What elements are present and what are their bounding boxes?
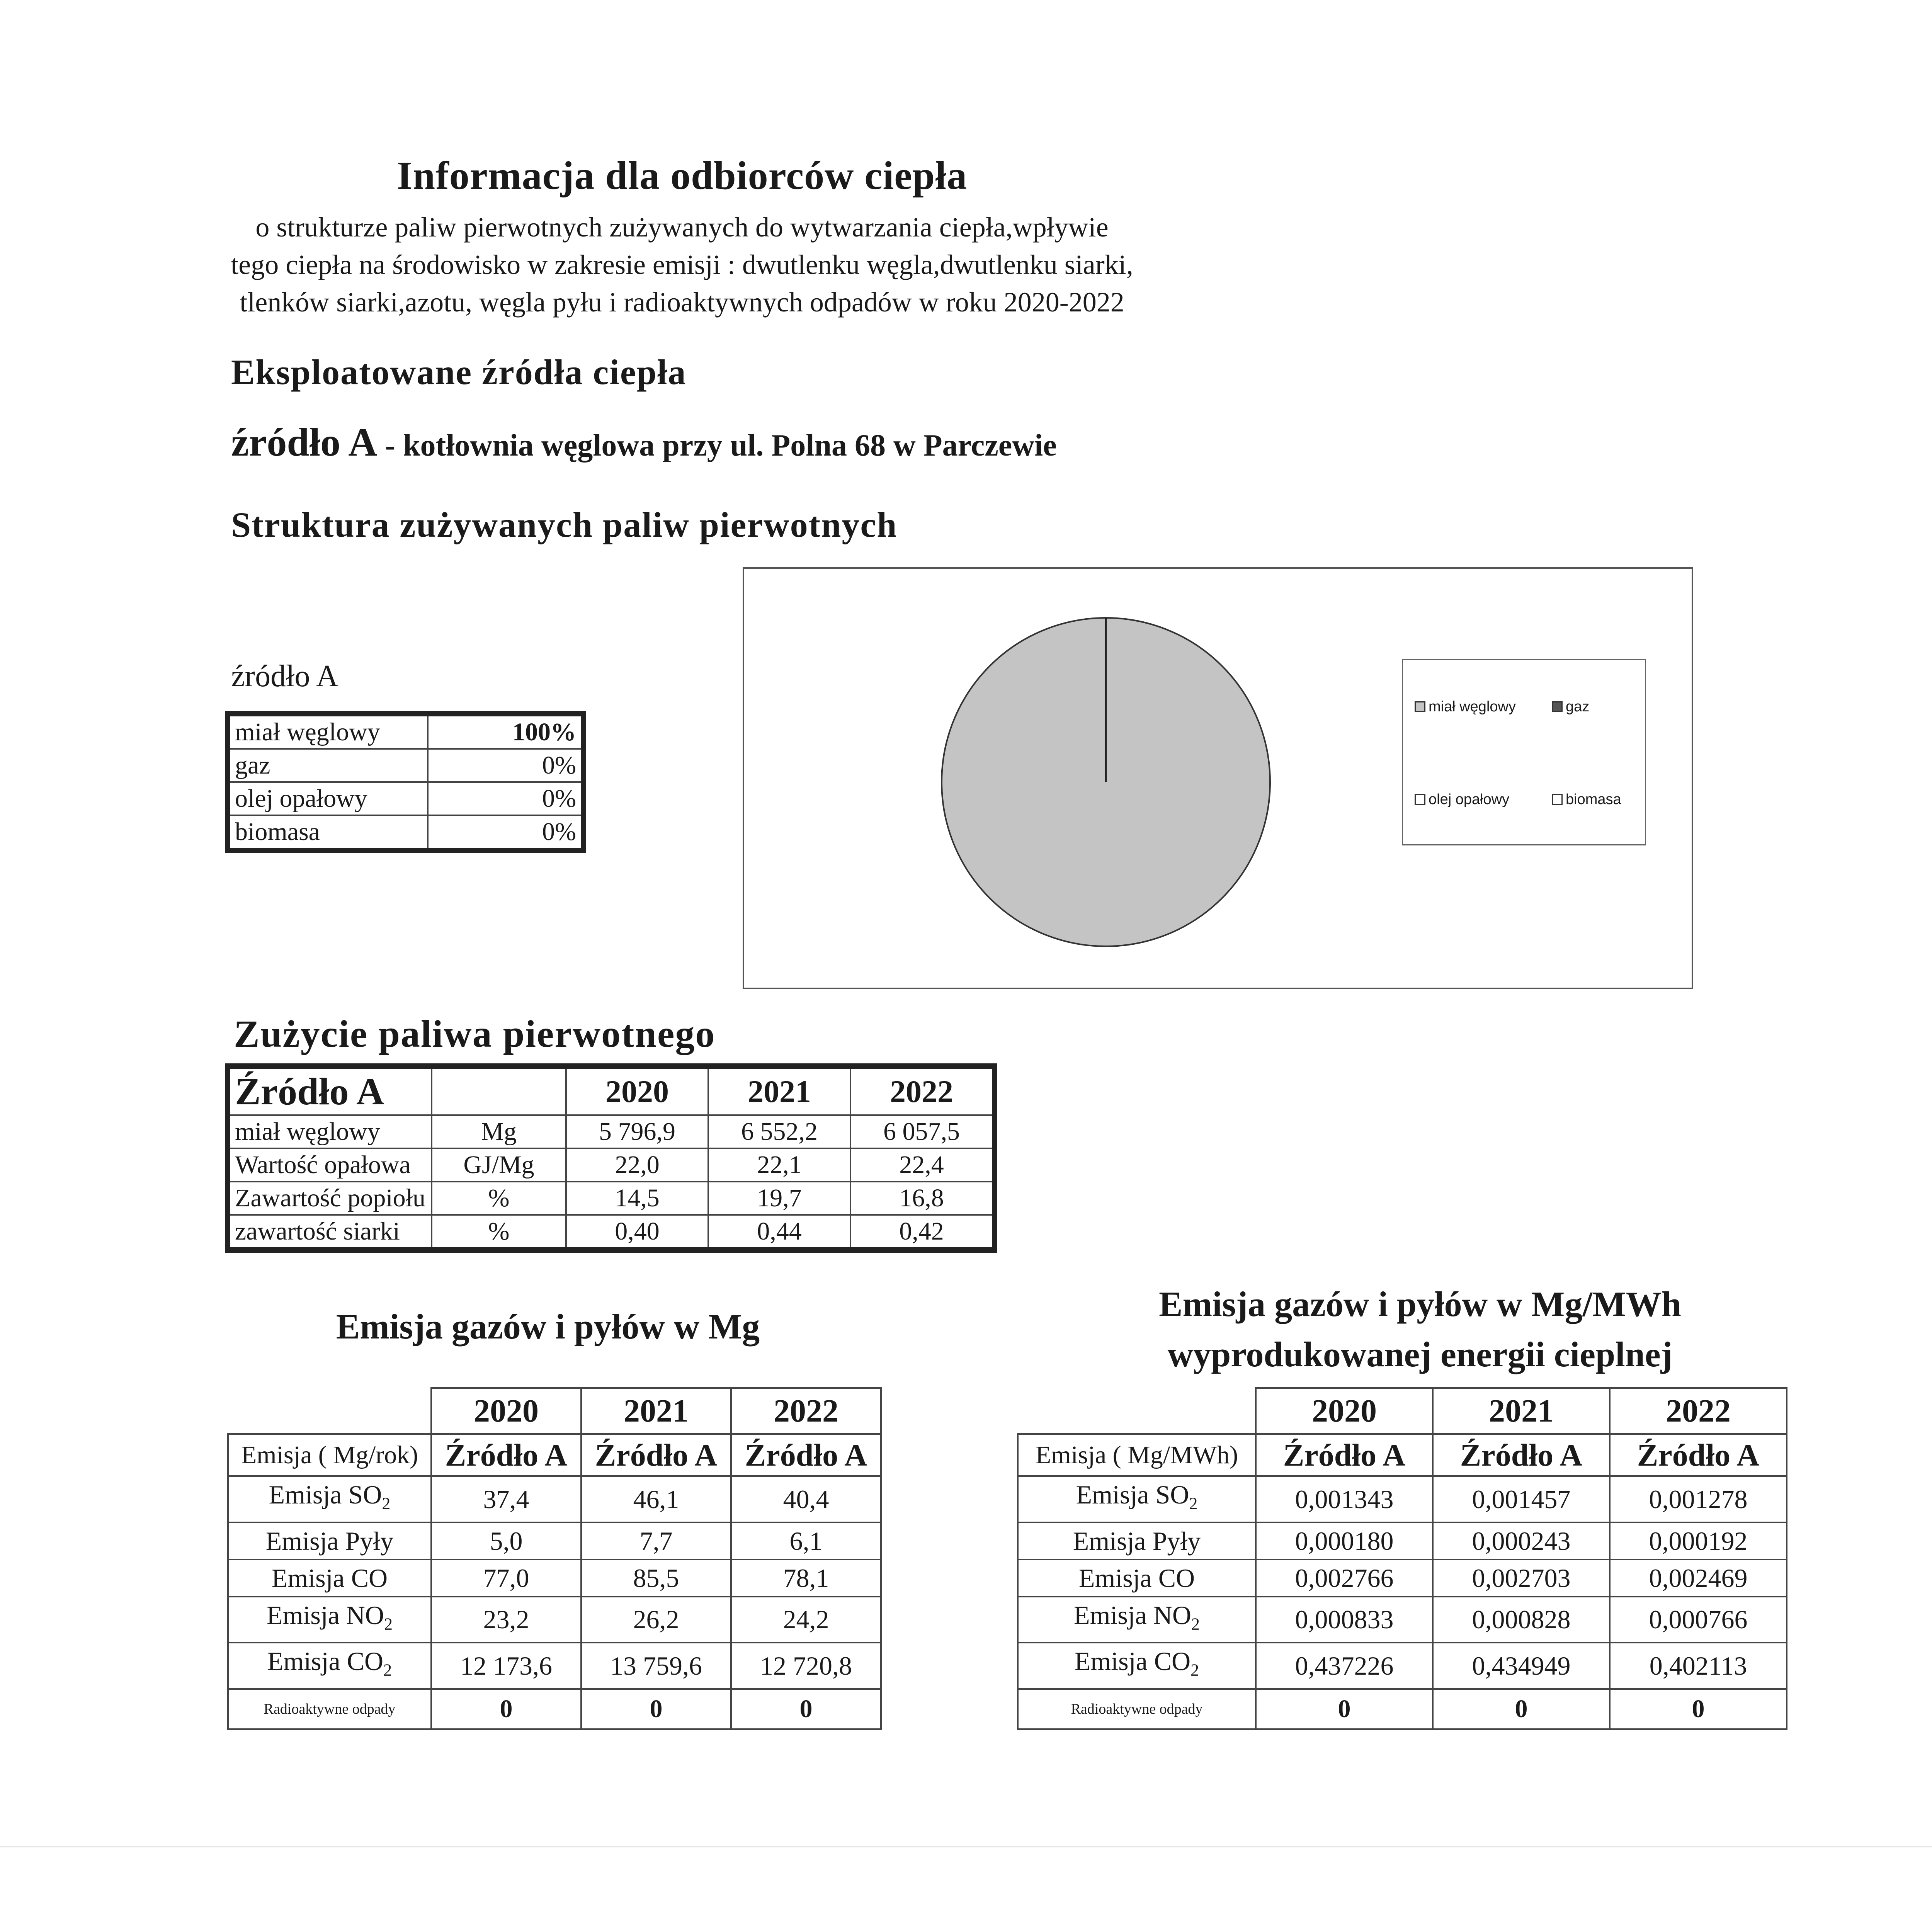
emission-label: Emisja SO [1076, 1480, 1189, 1509]
legend-label: miał węglowy [1429, 699, 1516, 715]
value-cell: 16,8 [850, 1182, 995, 1215]
table-row [1018, 1643, 1787, 1689]
value-cell: 0,40 [566, 1215, 708, 1250]
table-row [228, 1689, 881, 1729]
emissions-mg-heading: Emisja gazów i pyłów w Mg [336, 1307, 760, 1346]
emission-label: Emisja NO [266, 1600, 384, 1630]
year-header: 2022 [1610, 1388, 1787, 1434]
emission-name [1018, 1689, 1256, 1729]
fuel-share-value: 0% [428, 782, 583, 815]
table-row [228, 1182, 995, 1215]
value-cell: 0,001343 [1256, 1476, 1433, 1522]
value-cell: 23,2 [431, 1597, 581, 1643]
emission-subscript: 2 [1190, 1660, 1199, 1680]
source-header: Źródło A [431, 1434, 581, 1476]
value-cell: 0 [581, 1689, 731, 1729]
emission-label: Emisja CO [1074, 1646, 1191, 1676]
emissions-mwh-heading-line-1: Emisja gazów i pyłów w Mg/MWh [1159, 1284, 1681, 1324]
emissions-mwh-heading [1020, 1279, 1820, 1379]
emission-label: Emisja Pyły [265, 1526, 394, 1556]
fuel-name: olej opałowy [228, 782, 428, 815]
emission-name [228, 1476, 431, 1522]
value-cell: 6 057,5 [850, 1115, 995, 1148]
emission-label: Emisja SO [269, 1480, 382, 1509]
table-row [228, 1643, 881, 1689]
fuel-structure-source-label: źródło A [231, 659, 338, 693]
table-row [228, 1522, 881, 1560]
intro-line-3: tlenków siarki,azotu, węgla pyłu i radioaktywnych odpadów w roku 2020-2022 [240, 287, 1124, 318]
value-cell: 13 759,6 [581, 1643, 731, 1689]
consumption-unit-header [432, 1066, 566, 1115]
legend-label: olej opałowy [1429, 791, 1510, 808]
value-cell: 26,2 [581, 1597, 731, 1643]
emission-label: Emisja CO [271, 1563, 388, 1593]
value-cell: 0,44 [708, 1215, 850, 1250]
row-label: miał węglowy [228, 1115, 432, 1148]
document-title: Informacja dla odbiorców ciepła [396, 153, 968, 198]
legend-label: biomasa [1566, 791, 1621, 808]
value-cell: 37,4 [431, 1476, 581, 1522]
table-row [228, 1476, 881, 1522]
value-cell: 5,0 [431, 1522, 581, 1560]
chart-legend [1402, 659, 1646, 845]
value-cell: 0,000192 [1610, 1522, 1787, 1560]
value-cell: 7,7 [581, 1522, 731, 1560]
value-cell: 19,7 [708, 1182, 850, 1215]
source-a-line [231, 419, 1057, 465]
emission-label: Emisja NO [1073, 1600, 1192, 1630]
intro-line-1: o strukturze paliw pierwotnych zużywanych do wytwarzania ciepła,wpływie [255, 212, 1109, 243]
emission-name [1018, 1560, 1256, 1597]
sources-heading: Eksploatowane źródła ciepła [231, 352, 687, 392]
value-cell: 0 [431, 1689, 581, 1729]
value-cell: 14,5 [566, 1182, 708, 1215]
consumption-table [225, 1063, 997, 1253]
value-cell: 0,000833 [1256, 1597, 1433, 1643]
table-row [1018, 1597, 1787, 1643]
value-cell: 0 [1433, 1689, 1610, 1729]
value-cell: 0,001457 [1433, 1476, 1610, 1522]
emission-label: Emisja CO [267, 1646, 384, 1676]
emission-label: Emisja Pyły [1073, 1526, 1201, 1556]
year-header: 2021 [581, 1388, 731, 1434]
value-cell: 0,001278 [1610, 1476, 1787, 1522]
value-cell: 0 [1256, 1689, 1433, 1729]
source-header: Źródło A [1610, 1434, 1787, 1476]
table-row [1018, 1689, 1787, 1729]
year-header: 2022 [731, 1388, 881, 1434]
value-cell: 40,4 [731, 1476, 881, 1522]
value-cell: 0,42 [850, 1215, 995, 1250]
value-cell: 0,002703 [1433, 1560, 1610, 1597]
table-subheader-row [1018, 1434, 1787, 1476]
value-cell: 0,002766 [1256, 1560, 1433, 1597]
legend-item [1415, 791, 1509, 808]
fuel-name: miał węglowy [228, 714, 428, 749]
emissions-mwh-heading-line-2: wyprodukowanej energii cieplnej [1167, 1335, 1673, 1374]
value-cell: 0 [731, 1689, 881, 1729]
value-cell: 0,402113 [1610, 1643, 1787, 1689]
table-row [228, 782, 583, 815]
row-header-label: Emisja ( Mg/MWh) [1018, 1434, 1256, 1476]
emission-label: Radioaktywne odpady [264, 1701, 396, 1717]
emissions-mg-table [227, 1387, 882, 1730]
table-row [228, 1597, 881, 1643]
value-cell: 0,434949 [1433, 1643, 1610, 1689]
value-cell: 22,0 [566, 1148, 708, 1182]
table-header-row [228, 1066, 995, 1115]
table-row [1018, 1560, 1787, 1597]
value-cell: 0,000243 [1433, 1522, 1610, 1560]
year-header: 2021 [708, 1066, 850, 1115]
year-header: 2020 [1256, 1388, 1433, 1434]
source-header: Źródło A [1256, 1434, 1433, 1476]
table-row [228, 815, 583, 850]
row-header-label: Emisja ( Mg/rok) [228, 1434, 431, 1476]
pie-chart-area [743, 567, 1693, 989]
row-label: zawartość siarki [228, 1215, 432, 1250]
page-divider [0, 1846, 1932, 1847]
legend-swatch [1552, 701, 1563, 712]
emission-name [228, 1597, 431, 1643]
emission-name [228, 1689, 431, 1729]
value-cell: 0 [1610, 1689, 1787, 1729]
legend-swatch [1552, 794, 1563, 805]
table-row [228, 1148, 995, 1182]
unit-cell: Mg [432, 1115, 566, 1148]
emission-subscript: 2 [384, 1614, 393, 1634]
emission-subscript: 2 [1191, 1614, 1200, 1634]
source-a-description: - kotłownia węglowa przy ul. Polna 68 w Parczewie [377, 429, 1057, 463]
blank-cell [228, 1388, 431, 1434]
emission-label: Emisja CO [1078, 1563, 1195, 1593]
year-header: 2021 [1433, 1388, 1610, 1434]
value-cell: 24,2 [731, 1597, 881, 1643]
table-row [228, 749, 583, 782]
year-header: 2022 [850, 1066, 995, 1115]
value-cell: 0,000766 [1610, 1597, 1787, 1643]
row-label: Zawartość popiołu [228, 1182, 432, 1215]
value-cell: 5 796,9 [566, 1115, 708, 1148]
table-header-row [1018, 1388, 1787, 1434]
emission-subscript: 2 [382, 1494, 391, 1513]
source-header: Źródło A [581, 1434, 731, 1476]
emission-name [1018, 1522, 1256, 1560]
emission-subscript: 2 [1189, 1494, 1198, 1513]
emission-name [1018, 1476, 1256, 1522]
table-row [228, 1215, 995, 1250]
year-header: 2020 [431, 1388, 581, 1434]
legend-swatch [1415, 794, 1425, 805]
value-cell: 22,1 [708, 1148, 850, 1182]
consumption-source-header: Źródło A [228, 1066, 432, 1115]
fuel-share-table [225, 711, 586, 853]
emissions-mwh-table [1017, 1387, 1787, 1730]
emission-name [1018, 1643, 1256, 1689]
emission-name [228, 1643, 431, 1689]
consumption-heading: Zużycie paliwa pierwotnego [234, 1012, 716, 1055]
value-cell: 46,1 [581, 1476, 731, 1522]
value-cell: 6,1 [731, 1522, 881, 1560]
fuel-share-value: 0% [428, 815, 583, 850]
value-cell: 0,002469 [1610, 1560, 1787, 1597]
legend-label: gaz [1566, 699, 1590, 715]
value-cell: 12 720,8 [731, 1643, 881, 1689]
legend-item [1552, 699, 1589, 715]
row-label: Wartość opałowa [228, 1148, 432, 1182]
blank-cell [1018, 1388, 1256, 1434]
value-cell: 22,4 [850, 1148, 995, 1182]
legend-item [1415, 699, 1516, 715]
unit-cell: GJ/Mg [432, 1148, 566, 1182]
unit-cell: % [432, 1182, 566, 1215]
table-subheader-row [228, 1434, 881, 1476]
intro-line-2: tego ciepła na środowisko w zakresie emisji : dwutlenku węgla,dwutlenku siarki, [231, 249, 1133, 280]
emission-name [228, 1560, 431, 1597]
legend-item [1552, 791, 1621, 808]
emission-subscript: 2 [383, 1660, 392, 1680]
table-row [228, 1115, 995, 1148]
fuel-structure-heading: Struktura zużywanych paliw pierwotnych [231, 505, 898, 544]
value-cell: 78,1 [731, 1560, 881, 1597]
fuel-share-value: 0% [428, 749, 583, 782]
emission-name [1018, 1597, 1256, 1643]
table-row [1018, 1522, 1787, 1560]
value-cell: 0,437226 [1256, 1643, 1433, 1689]
year-header: 2020 [566, 1066, 708, 1115]
value-cell: 77,0 [431, 1560, 581, 1597]
source-a-name: źródło A [231, 420, 378, 464]
fuel-share-value: 100% [428, 714, 583, 749]
value-cell: 85,5 [581, 1560, 731, 1597]
value-cell: 0,000828 [1433, 1597, 1610, 1643]
emission-label: Radioaktywne odpady [1071, 1701, 1203, 1717]
table-row [228, 1560, 881, 1597]
emission-name [228, 1522, 431, 1560]
fuel-name: gaz [228, 749, 428, 782]
fuel-name: biomasa [228, 815, 428, 850]
table-header-row [228, 1388, 881, 1434]
value-cell: 6 552,2 [708, 1115, 850, 1148]
source-header: Źródło A [1433, 1434, 1610, 1476]
table-row [228, 714, 583, 749]
legend-swatch [1415, 701, 1425, 712]
unit-cell: % [432, 1215, 566, 1250]
table-row [1018, 1476, 1787, 1522]
source-header: Źródło A [731, 1434, 881, 1476]
value-cell: 0,000180 [1256, 1522, 1433, 1560]
value-cell: 12 173,6 [431, 1643, 581, 1689]
